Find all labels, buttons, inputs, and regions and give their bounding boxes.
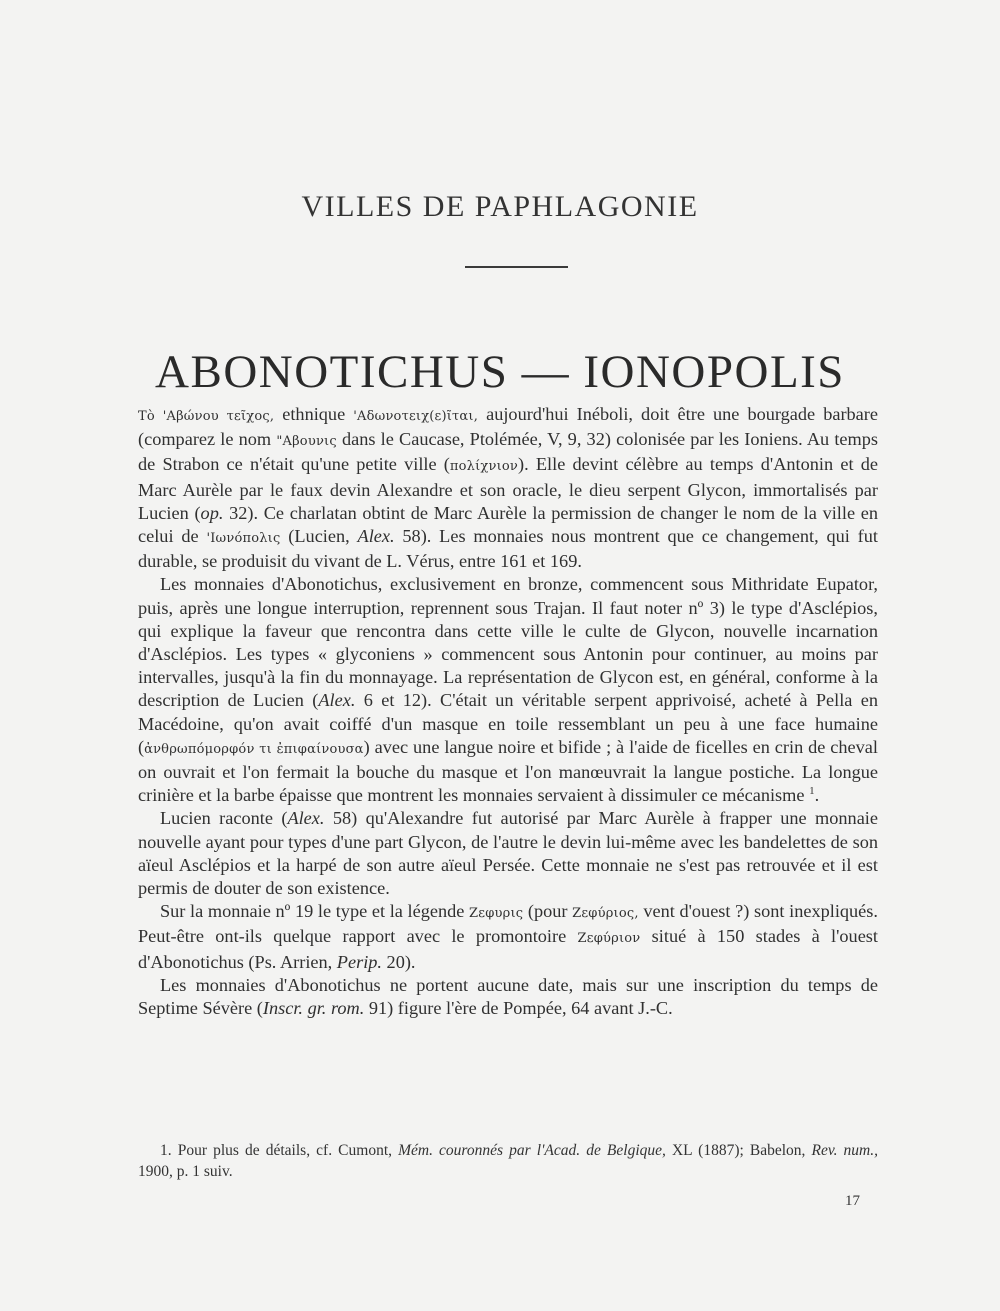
greek-text: 'Αδωνοτειχ(ε)ῖται, [353, 409, 479, 424]
text-run: ). Elle devint célèbre au temps d'Antonin et de Marc Aurèle par le faux devin Alexandre et son oracle, le dieu serpent Glycon, immortalisés par Lucien ( [138, 454, 878, 523]
text-run: 58) qu'Alexandre fut autorisé par Marc Aurèle à frapper une monnaie nouvelle ayant pour types d'une part Glycon, de l'autre le devin lui-même avec les bandelettes de son aïeul Asclépios et la harpé de son autre aïeul Persée. Cette monnaie ne s'est pas retrouvée et il est permis de douter de son existence. [138, 808, 878, 899]
text-run: ethnique [274, 404, 354, 424]
italic-citation: Alex. [318, 690, 356, 711]
text-run: dans le Caucase, Ptolémée, V, 9, 32) colonisée par les Ioniens. Au temps de Strabon ce n'était qu'une petite ville ( [138, 429, 878, 475]
page-title: ABONOTICHUS — IONOPOLIS [155, 346, 845, 399]
text-run: 1900, p. 1 suiv. [138, 1163, 233, 1180]
italic-citation: Alex. [357, 526, 395, 547]
greek-text: "Αβουνις [276, 434, 337, 450]
text-run: Les monnaies d'Abonotichus ne portent aucune date, mais sur une inscription du temps de Septime Sévère ( [138, 974, 878, 1019]
paragraph-1 [138, 403, 878, 573]
footnote [138, 1140, 878, 1182]
italic-citation: op. [200, 502, 224, 523]
text-run: ) avec une langue noire et bifide ; à l'aide de ficelles en crin de cheval on ouvrait et l'on fermait la bouche du masque et l'on manœuvrait la langue postiche. La longue crinière et la barbe épaisse que montrent les monnaies servaient à dissimuler ce mécanisme [138, 736, 878, 806]
italic-citation: Mém. couronnés par l'Acad. de Belgique, [398, 1142, 666, 1159]
paragraph-4 [138, 900, 878, 974]
text-run: (pour [523, 901, 573, 922]
text-run: 20). [381, 951, 416, 972]
text-run: . [814, 785, 820, 806]
text-run: aujourd'hui Inéboli, doit être une bourgade barbare (comparez le nom [138, 404, 878, 450]
body-text [138, 403, 878, 1020]
greek-text: Ζεφύριος, [572, 906, 639, 922]
italic-citation: Alex. [287, 808, 325, 829]
text-run: Lucien raconte ( [160, 808, 288, 829]
italic-citation: Inscr. gr. rom. [262, 998, 365, 1019]
text-run: Sur la monnaie nº 19 le type et la légende [160, 901, 470, 922]
text-run: vent d'ouest ?) sont inexpliqués. Peut-être ont-ils quelque rapport avec le promontoire [138, 901, 878, 947]
paragraph-2 [138, 573, 878, 807]
paragraph-5 [138, 974, 878, 1020]
greek-text: ἀνθρωπόμορφόν τι ἐπιφαίνουσα [144, 741, 364, 757]
text-run: 91) figure l'ère de Pompée, 64 avant J.-C. [364, 998, 673, 1019]
page-number: 17 [845, 1193, 860, 1209]
footnote-1 [138, 1140, 878, 1182]
italic-citation: Perip. [336, 951, 382, 972]
text-run: 6 et 12). C'était un véritable serpent apprivoisé, acheté à Pella en Macédoine, qu'on avait coiffé d'un masque en toile ressemblant un peu à une face humaine ( [138, 690, 878, 757]
text-run: 1. Pour plus de détails, cf. Cumont, [160, 1142, 399, 1159]
text-run: situé à 150 stades à l'ouest d'Abonotichus (Ps. Arrien, [138, 926, 878, 972]
title-divider [465, 266, 568, 268]
footnote-marker[interactable]: 1 [809, 785, 815, 798]
text-run: 58). Les monnaies nous montrent que ce changement, qui fut durable, se produisit du vivant de L. Vérus, entre 161 et 169. [138, 526, 878, 572]
greek-text: Ζεφυρις [469, 906, 524, 922]
text-run: Les monnaies d'Abonotichus, exclusivement en bronze, commencent sous Mithridate Eupator, puis, après une longue interruption, reprennent sous Trajan. Il faut noter nº 3) le type d'Asclépios, qui explique la faveur que rencontra dans cette ville le culte de Glycon, nouvelle incarnation d'Asclépios. Les types « glyconiens » commencent sous Antonin pour continuer, au moins par intervalles, jusqu'à la fin du monnayage. La représentation de Glycon est, en général, conforme à la description de Lucien ( [138, 574, 878, 711]
italic-citation: Rev. num., [811, 1142, 878, 1159]
text-run: XL (1887); Babelon, [665, 1142, 812, 1159]
text-run: (Lucien, [280, 526, 358, 547]
text-run: 32). Ce charlatan obtint de Marc Aurèle la permission de changer le nom de la ville en celui de [138, 502, 879, 547]
paragraph-3 [138, 807, 878, 900]
greek-text: πολίχνιον [449, 459, 519, 475]
greek-text: Τὸ 'Αβώνου τεῖχος, [138, 409, 275, 424]
greek-text: Ζεφύριον [577, 931, 641, 947]
section-title: VILLES DE PAPHLAGONIE [301, 190, 699, 223]
greek-text: 'Ιωνόπολις [206, 531, 281, 547]
